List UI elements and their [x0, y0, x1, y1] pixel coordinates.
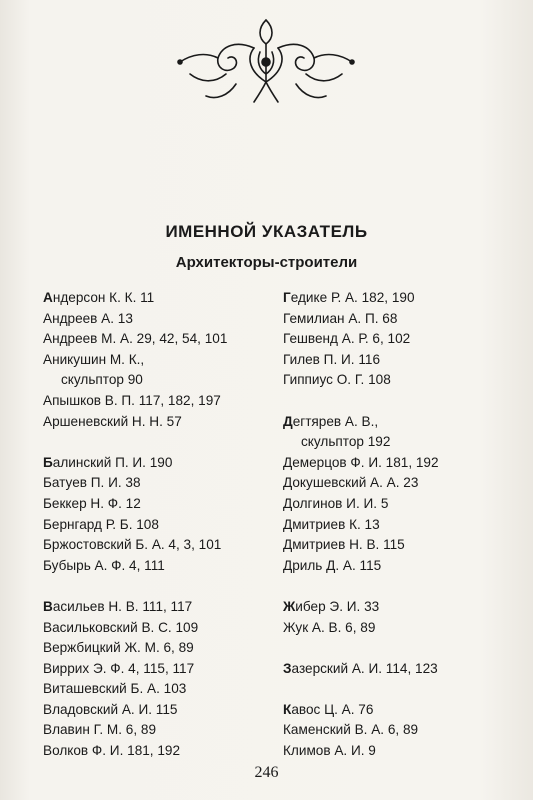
- index-entry: [43, 412, 273, 433]
- entry-text: Климов А. И. 9: [283, 743, 376, 759]
- index-entry: [283, 432, 513, 453]
- section-initial-letter: А: [43, 290, 53, 305]
- index-entry: [43, 370, 273, 391]
- index-column-right: [283, 288, 513, 762]
- entry-text: Бернгард Р. Б. 108: [43, 516, 159, 532]
- index-column-left: [43, 288, 273, 762]
- index-entry: [43, 618, 273, 639]
- index-entry: [43, 638, 273, 659]
- index-entry: [43, 700, 273, 721]
- index-entry: [283, 473, 513, 494]
- entry-text: Бржостовский Б. А. 4, 3, 101: [43, 537, 222, 553]
- index-entry: [283, 494, 513, 515]
- entry-text: Волков Ф. И. 181, 192: [43, 743, 181, 759]
- entry-text: авос Ц. А. 76: [291, 701, 374, 717]
- section-gap: [283, 638, 513, 659]
- page-number: 246: [254, 764, 279, 781]
- index-entry: [283, 329, 513, 350]
- index-entry: [43, 679, 273, 700]
- entry-text: Докушевский А. А. 23: [283, 475, 419, 491]
- entry-text: Влавин Г. М. 6, 89: [43, 722, 157, 738]
- entry-text: Апышков В. П. 117, 182, 197: [43, 392, 221, 408]
- index-entry: [43, 391, 273, 412]
- entry-text: Виррих Э. Ф. 4, 115, 117: [43, 660, 195, 676]
- entry-text: Каменский В. А. 6, 89: [283, 722, 419, 738]
- entry-text: асильев Н. В. 111, 117: [52, 598, 193, 614]
- index-entry: [43, 720, 273, 741]
- index-subtitle: Архитекторы-строители: [175, 254, 358, 271]
- entry-text: Бубырь А. Ф. 4, 111: [43, 557, 165, 573]
- section-gap: [283, 679, 513, 700]
- entry-text: ибер Э. И. 33: [295, 598, 380, 614]
- entry-text: Андреев А. 13: [43, 310, 133, 326]
- entry-text: азерский А. И. 114, 123: [291, 660, 438, 676]
- entry-text: ндерсон К. К. 11: [52, 290, 155, 305]
- index-entry: [283, 535, 513, 556]
- index-entry: [43, 515, 273, 536]
- section-gap: [283, 391, 513, 412]
- entry-text: Дмитриев Н. В. 115: [283, 537, 405, 553]
- entry-text: Аршеневский Н. Н. 57: [43, 413, 182, 429]
- index-entry: [283, 597, 513, 618]
- entry-text: Беккер Н. Ф. 12: [43, 495, 141, 511]
- index-entry: [43, 597, 273, 618]
- section-initial-letter: Б: [43, 454, 53, 470]
- section-gap: [283, 576, 513, 597]
- index-entry: [43, 350, 273, 371]
- section-gap: [43, 432, 273, 453]
- entry-text: Виташевский Б. А. 103: [43, 681, 187, 697]
- index-entry: [283, 370, 513, 391]
- entry-text: Гиппиус О. Г. 108: [283, 372, 391, 388]
- section-initial-letter: К: [283, 701, 292, 717]
- index-entry: [283, 618, 513, 639]
- index-entry: [43, 556, 273, 577]
- entry-text: Демерцов Ф. И. 181, 192: [283, 454, 439, 470]
- index-entry: [43, 453, 273, 474]
- index-entry: [283, 700, 513, 721]
- entry-text: егтярев А. В.,: [292, 413, 379, 429]
- section-initial-letter: Г: [283, 290, 291, 305]
- index-entry: [43, 494, 273, 515]
- entry-text: Долгинов И. И. 5: [283, 495, 389, 511]
- section-initial-letter: Ж: [283, 598, 296, 614]
- index-entry: [43, 288, 273, 309]
- entry-text: Вержбицкий Ж. М. 6, 89: [43, 640, 194, 656]
- section-initial-letter: В: [43, 598, 53, 614]
- index-entry: [43, 309, 273, 330]
- index-entry: [283, 556, 513, 577]
- index-entry: [283, 659, 513, 680]
- index-entry: [43, 659, 273, 680]
- index-entry: [43, 329, 273, 350]
- entry-text: едике Р. А. 182, 190: [290, 290, 415, 305]
- section-initial-letter: Д: [283, 413, 293, 429]
- section-gap: [43, 576, 273, 597]
- index-entry: [283, 453, 513, 474]
- entry-text: Гемилиан А. П. 68: [283, 310, 398, 326]
- section-initial-letter: З: [283, 660, 292, 676]
- index-entry: [283, 412, 513, 433]
- entry-text: Андреев М. А. 29, 42, 54, 101: [43, 331, 228, 347]
- entry-text: Аникушин М. К.,: [43, 351, 145, 367]
- entry-text: Дриль Д. А. 115: [283, 557, 382, 573]
- entry-text: алинский П. И. 190: [52, 454, 173, 470]
- entry-text: Гилев П. И. 116: [283, 351, 381, 367]
- entry-text: Васильковский В. С. 109: [43, 619, 199, 635]
- index-title: ИМЕННОЙ УКАЗАТЕЛЬ: [165, 222, 368, 241]
- index-entry: [43, 473, 273, 494]
- entry-text: Дмитриев К. 13: [283, 516, 380, 532]
- index-entry: [283, 741, 513, 762]
- entry-text: скульптор 192: [301, 434, 391, 450]
- entry-text: Гешвенд А. Р. 6, 102: [283, 331, 411, 347]
- decorative-ornament-icon: [166, 12, 366, 112]
- index-entry: [283, 720, 513, 741]
- entry-text: скульптор 90: [61, 372, 143, 388]
- index-entry: [283, 350, 513, 371]
- index-entry: [283, 309, 513, 330]
- entry-text: Владовский А. И. 115: [43, 701, 178, 717]
- entry-text: Жук А. В. 6, 89: [283, 619, 376, 635]
- index-entry: [283, 288, 513, 309]
- index-entry: [43, 535, 273, 556]
- index-entry: [43, 741, 273, 762]
- index-entry: [283, 515, 513, 536]
- entry-text: Батуев П. И. 38: [43, 475, 141, 491]
